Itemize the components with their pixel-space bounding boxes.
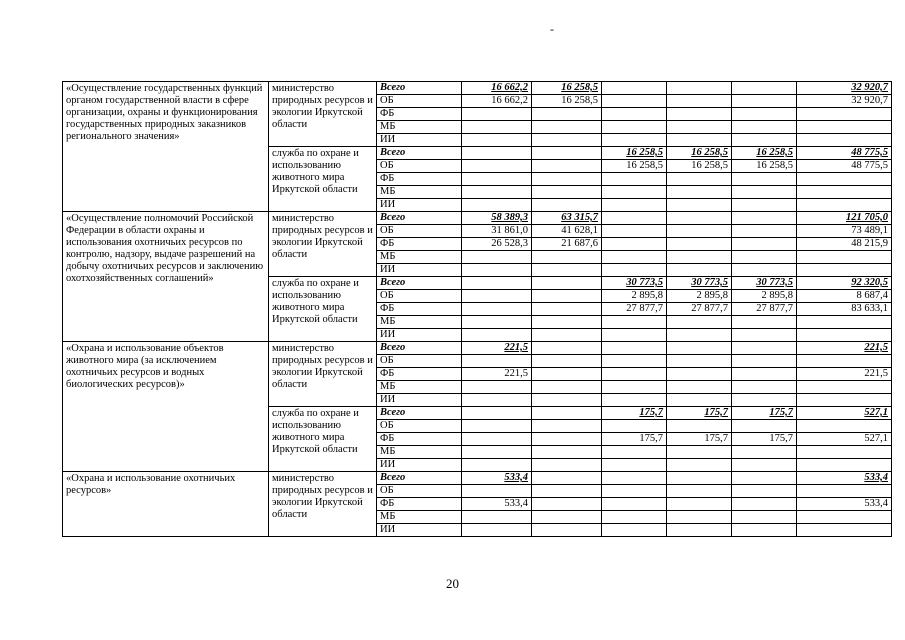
year-value-cell	[732, 511, 797, 524]
year-value-cell	[667, 173, 732, 186]
year-value-cell: 31 861,0	[462, 225, 532, 238]
total-value-cell: 221,5	[797, 368, 892, 381]
funding-source-cell: Всего	[377, 147, 462, 160]
year-value-cell	[667, 316, 732, 329]
year-value-cell: 175,7	[732, 407, 797, 420]
year-value-cell	[667, 212, 732, 225]
total-value-cell	[797, 355, 892, 368]
funding-source-cell: ОБ	[377, 485, 462, 498]
year-value-cell	[532, 329, 602, 342]
year-value-cell: 26 528,3	[462, 238, 532, 251]
year-value-cell	[732, 95, 797, 108]
year-value-cell	[602, 251, 667, 264]
year-value-cell: 27 877,7	[602, 303, 667, 316]
year-value-cell	[532, 446, 602, 459]
year-value-cell	[667, 511, 732, 524]
year-value-cell	[732, 121, 797, 134]
funding-source-cell: МБ	[377, 446, 462, 459]
year-value-cell	[462, 199, 532, 212]
year-value-cell	[532, 108, 602, 121]
year-value-cell	[462, 355, 532, 368]
year-value-cell	[732, 173, 797, 186]
year-value-cell	[532, 511, 602, 524]
funding-source-cell: ИИ	[377, 394, 462, 407]
year-value-cell: 63 315,7	[532, 212, 602, 225]
total-value-cell	[797, 459, 892, 472]
total-value-cell	[797, 329, 892, 342]
year-value-cell: 58 389,3	[462, 212, 532, 225]
funding-source-cell: ОБ	[377, 225, 462, 238]
year-value-cell	[732, 355, 797, 368]
year-value-cell	[532, 433, 602, 446]
year-value-cell	[462, 329, 532, 342]
year-value-cell	[532, 303, 602, 316]
year-value-cell: 16 258,5	[602, 160, 667, 173]
total-value-cell: 92 320,5	[797, 277, 892, 290]
year-value-cell	[462, 108, 532, 121]
year-value-cell	[462, 511, 532, 524]
year-value-cell: 2 895,8	[732, 290, 797, 303]
year-value-cell	[732, 238, 797, 251]
year-value-cell	[667, 238, 732, 251]
executor-cell: министерство природных ресурсов и экологии Иркутской области	[269, 212, 377, 277]
page-number: 20	[446, 576, 459, 591]
year-value-cell: 533,4	[462, 472, 532, 485]
year-value-cell	[732, 329, 797, 342]
year-value-cell	[532, 199, 602, 212]
year-value-cell	[602, 316, 667, 329]
program-name-cell: «Охрана и использование охотничьих ресурсов»	[63, 472, 269, 537]
year-value-cell	[462, 290, 532, 303]
year-value-cell: 27 877,7	[667, 303, 732, 316]
year-value-cell: 16 662,2	[462, 95, 532, 108]
total-value-cell: 83 633,1	[797, 303, 892, 316]
year-value-cell	[732, 186, 797, 199]
year-value-cell: 221,5	[462, 342, 532, 355]
executor-cell: служба по охране и использованию животного мира Иркутской области	[269, 407, 377, 472]
year-value-cell: 221,5	[462, 368, 532, 381]
total-value-cell	[797, 251, 892, 264]
year-value-cell	[732, 446, 797, 459]
year-value-cell	[462, 303, 532, 316]
year-value-cell	[667, 186, 732, 199]
funding-source-cell: МБ	[377, 121, 462, 134]
year-value-cell	[667, 459, 732, 472]
funding-source-cell: ФБ	[377, 303, 462, 316]
year-value-cell: 30 773,5	[602, 277, 667, 290]
year-value-cell	[602, 355, 667, 368]
year-value-cell	[532, 147, 602, 160]
year-value-cell	[732, 342, 797, 355]
year-value-cell: 2 895,8	[602, 290, 667, 303]
total-value-cell: 121 705,0	[797, 212, 892, 225]
year-value-cell	[532, 264, 602, 277]
year-value-cell	[732, 212, 797, 225]
year-value-cell	[667, 485, 732, 498]
funding-source-cell: МБ	[377, 381, 462, 394]
year-value-cell	[462, 277, 532, 290]
year-value-cell: 27 877,7	[732, 303, 797, 316]
total-value-cell: 48 775,5	[797, 147, 892, 160]
year-value-cell	[602, 212, 667, 225]
year-value-cell: 16 258,5	[732, 160, 797, 173]
total-value-cell: 48 215,9	[797, 238, 892, 251]
year-value-cell: 30 773,5	[667, 277, 732, 290]
year-value-cell	[532, 186, 602, 199]
total-value-cell	[797, 485, 892, 498]
funding-source-cell: ФБ	[377, 498, 462, 511]
year-value-cell: 16 258,5	[667, 147, 732, 160]
program-name-cell: «Осуществление государственных функций органом государственной власти в сфере организации, охраны и функционирования государственных природных заказников регионального значения»	[63, 82, 269, 212]
year-value-cell: 16 258,5	[532, 82, 602, 95]
total-value-cell	[797, 134, 892, 147]
year-value-cell	[462, 407, 532, 420]
year-value-cell	[667, 420, 732, 433]
year-value-cell	[667, 95, 732, 108]
funding-source-cell: ИИ	[377, 329, 462, 342]
year-value-cell	[732, 420, 797, 433]
year-value-cell	[732, 251, 797, 264]
year-value-cell	[462, 160, 532, 173]
year-value-cell	[532, 485, 602, 498]
year-value-cell	[667, 368, 732, 381]
total-value-cell: 48 775,5	[797, 160, 892, 173]
funding-source-cell: ОБ	[377, 355, 462, 368]
year-value-cell	[532, 394, 602, 407]
year-value-cell	[462, 147, 532, 160]
funding-source-cell: ИИ	[377, 264, 462, 277]
year-value-cell	[532, 290, 602, 303]
funding-source-cell: Всего	[377, 82, 462, 95]
year-value-cell: 16 258,5	[667, 160, 732, 173]
year-value-cell: 30 773,5	[732, 277, 797, 290]
year-value-cell	[602, 186, 667, 199]
year-value-cell	[667, 199, 732, 212]
total-value-cell: 533,4	[797, 472, 892, 485]
program-name-cell: «Охрана и использование объектов животного мира (за исключением охотничьих ресурсов и водных биологических ресурсов)»	[63, 342, 269, 472]
year-value-cell	[602, 121, 667, 134]
year-value-cell	[732, 134, 797, 147]
year-value-cell	[462, 264, 532, 277]
total-value-cell	[797, 511, 892, 524]
year-value-cell	[667, 394, 732, 407]
year-value-cell	[667, 355, 732, 368]
year-value-cell	[732, 498, 797, 511]
year-value-cell	[532, 498, 602, 511]
funding-source-cell: ФБ	[377, 108, 462, 121]
year-value-cell	[532, 472, 602, 485]
funding-source-cell: Всего	[377, 472, 462, 485]
year-value-cell	[667, 342, 732, 355]
funding-source-cell: МБ	[377, 316, 462, 329]
total-value-cell	[797, 186, 892, 199]
year-value-cell	[532, 368, 602, 381]
total-value-cell: 73 489,1	[797, 225, 892, 238]
total-value-cell: 8 687,4	[797, 290, 892, 303]
funding-source-cell: Всего	[377, 407, 462, 420]
table-row	[63, 82, 892, 95]
year-value-cell	[732, 199, 797, 212]
year-value-cell	[532, 121, 602, 134]
year-value-cell	[732, 108, 797, 121]
year-value-cell	[732, 459, 797, 472]
total-value-cell: 527,1	[797, 407, 892, 420]
year-value-cell	[462, 524, 532, 537]
year-value-cell	[667, 472, 732, 485]
total-value-cell: 32 920,7	[797, 95, 892, 108]
year-value-cell	[667, 121, 732, 134]
funding-source-cell: ФБ	[377, 238, 462, 251]
funding-source-cell: ИИ	[377, 199, 462, 212]
year-value-cell	[732, 485, 797, 498]
year-value-cell	[602, 95, 667, 108]
year-value-cell: 41 628,1	[532, 225, 602, 238]
year-value-cell	[532, 316, 602, 329]
year-value-cell	[602, 225, 667, 238]
table-row	[63, 472, 892, 485]
year-value-cell	[602, 82, 667, 95]
funding-table-body	[63, 82, 892, 537]
total-value-cell: 221,5	[797, 342, 892, 355]
year-value-cell	[667, 108, 732, 121]
funding-source-cell: ИИ	[377, 459, 462, 472]
year-value-cell	[462, 433, 532, 446]
funding-source-cell: МБ	[377, 511, 462, 524]
year-value-cell	[732, 394, 797, 407]
year-value-cell	[462, 381, 532, 394]
program-name-cell: «Осуществление полномочий Российской Федерации в области охраны и использования охотничьих ресурсов по контролю, надзору, выдаче разрешений на добычу охотничьих ресурсов и заключению охотхозяйственных соглашений»	[63, 212, 269, 342]
year-value-cell	[667, 381, 732, 394]
year-value-cell	[602, 498, 667, 511]
funding-source-cell: Всего	[377, 212, 462, 225]
total-value-cell: 527,1	[797, 433, 892, 446]
year-value-cell: 175,7	[667, 433, 732, 446]
year-value-cell	[602, 394, 667, 407]
year-value-cell	[462, 459, 532, 472]
year-value-cell	[602, 459, 667, 472]
total-value-cell	[797, 121, 892, 134]
total-value-cell	[797, 446, 892, 459]
year-value-cell	[667, 446, 732, 459]
year-value-cell	[602, 368, 667, 381]
year-value-cell	[532, 420, 602, 433]
total-value-cell	[797, 381, 892, 394]
year-value-cell: 175,7	[602, 433, 667, 446]
year-value-cell	[602, 381, 667, 394]
funding-table	[62, 81, 892, 537]
total-value-cell: 32 920,7	[797, 82, 892, 95]
year-value-cell	[602, 173, 667, 186]
total-value-cell	[797, 394, 892, 407]
year-value-cell	[532, 381, 602, 394]
year-value-cell: 533,4	[462, 498, 532, 511]
funding-source-cell: Всего	[377, 342, 462, 355]
year-value-cell	[602, 238, 667, 251]
year-value-cell	[602, 446, 667, 459]
year-value-cell	[532, 459, 602, 472]
funding-source-cell: ОБ	[377, 420, 462, 433]
total-value-cell	[797, 173, 892, 186]
executor-cell: министерство природных ресурсов и экологии Иркутской области	[269, 472, 377, 537]
year-value-cell	[602, 511, 667, 524]
year-value-cell	[732, 381, 797, 394]
year-value-cell	[732, 82, 797, 95]
year-value-cell	[667, 329, 732, 342]
year-value-cell	[602, 134, 667, 147]
year-value-cell	[732, 225, 797, 238]
year-value-cell	[667, 134, 732, 147]
year-value-cell	[462, 173, 532, 186]
funding-source-cell: ОБ	[377, 95, 462, 108]
year-value-cell: 16 258,5	[602, 147, 667, 160]
year-value-cell	[667, 251, 732, 264]
year-value-cell: 2 895,8	[667, 290, 732, 303]
funding-source-cell: ОБ	[377, 160, 462, 173]
year-value-cell	[732, 264, 797, 277]
year-value-cell	[602, 264, 667, 277]
total-value-cell	[797, 316, 892, 329]
table-row	[63, 212, 892, 225]
funding-source-cell: Всего	[377, 277, 462, 290]
year-value-cell: 175,7	[602, 407, 667, 420]
year-value-cell	[462, 485, 532, 498]
year-value-cell	[602, 329, 667, 342]
funding-source-cell: ОБ	[377, 290, 462, 303]
year-value-cell: 21 687,6	[532, 238, 602, 251]
year-value-cell	[462, 394, 532, 407]
scan-mark: -	[550, 22, 554, 36]
executor-cell: служба по охране и использованию животного мира Иркутской области	[269, 277, 377, 342]
total-value-cell	[797, 108, 892, 121]
funding-source-cell: ФБ	[377, 368, 462, 381]
year-value-cell	[602, 108, 667, 121]
year-value-cell: 16 258,5	[532, 95, 602, 108]
year-value-cell	[667, 524, 732, 537]
year-value-cell	[532, 173, 602, 186]
year-value-cell	[532, 160, 602, 173]
year-value-cell	[462, 186, 532, 199]
year-value-cell	[602, 472, 667, 485]
funding-source-cell: МБ	[377, 186, 462, 199]
year-value-cell	[732, 524, 797, 537]
year-value-cell	[462, 420, 532, 433]
funding-source-cell: ФБ	[377, 173, 462, 186]
year-value-cell: 16 258,5	[732, 147, 797, 160]
year-value-cell	[602, 342, 667, 355]
year-value-cell	[602, 420, 667, 433]
year-value-cell	[462, 446, 532, 459]
year-value-cell	[667, 264, 732, 277]
year-value-cell	[462, 121, 532, 134]
year-value-cell: 175,7	[732, 433, 797, 446]
year-value-cell	[732, 316, 797, 329]
year-value-cell	[462, 251, 532, 264]
total-value-cell	[797, 264, 892, 277]
year-value-cell	[732, 368, 797, 381]
executor-cell: министерство природных ресурсов и экологии Иркутской области	[269, 342, 377, 407]
year-value-cell	[732, 472, 797, 485]
year-value-cell: 175,7	[667, 407, 732, 420]
funding-source-cell: ИИ	[377, 134, 462, 147]
year-value-cell	[532, 342, 602, 355]
year-value-cell	[532, 524, 602, 537]
year-value-cell	[602, 485, 667, 498]
total-value-cell	[797, 420, 892, 433]
total-value-cell: 533,4	[797, 498, 892, 511]
year-value-cell	[462, 134, 532, 147]
year-value-cell	[667, 225, 732, 238]
year-value-cell	[532, 407, 602, 420]
funding-source-cell: ФБ	[377, 433, 462, 446]
year-value-cell	[532, 251, 602, 264]
year-value-cell	[532, 134, 602, 147]
year-value-cell	[667, 82, 732, 95]
year-value-cell: 16 662,2	[462, 82, 532, 95]
total-value-cell	[797, 199, 892, 212]
year-value-cell	[602, 524, 667, 537]
year-value-cell	[532, 277, 602, 290]
table-row	[63, 342, 892, 355]
year-value-cell	[462, 316, 532, 329]
year-value-cell	[602, 199, 667, 212]
total-value-cell	[797, 524, 892, 537]
executor-cell: служба по охране и использованию животного мира Иркутской области	[269, 147, 377, 212]
year-value-cell	[667, 498, 732, 511]
year-value-cell	[532, 355, 602, 368]
executor-cell: министерство природных ресурсов и экологии Иркутской области	[269, 82, 377, 147]
funding-source-cell: ИИ	[377, 524, 462, 537]
funding-source-cell: МБ	[377, 251, 462, 264]
